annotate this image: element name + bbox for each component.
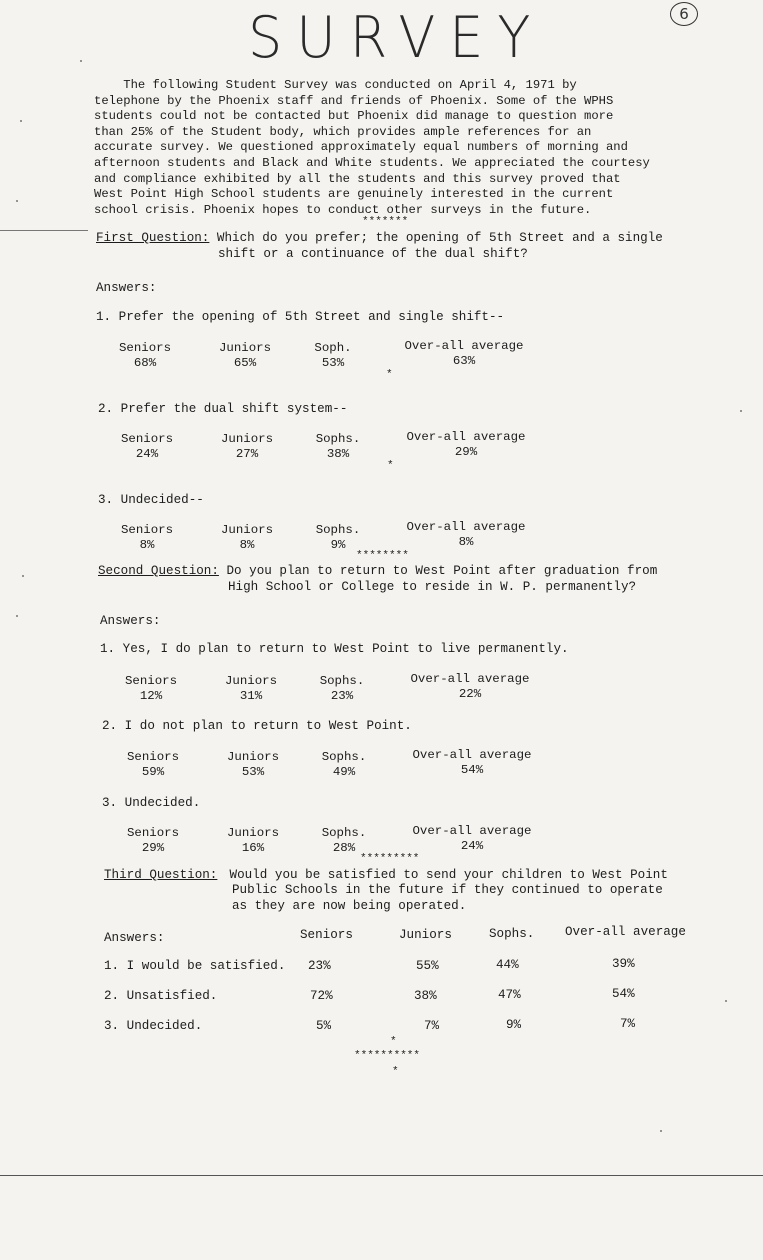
q1-text-line1: Which do you prefer; the opening of 5th Street and a single: [209, 231, 663, 245]
q3-text-line3: as they are now being operated.: [232, 899, 467, 913]
q2-label: Second Question:: [98, 564, 219, 578]
q3-label: Third Question:: [104, 868, 218, 882]
scan-speck: [16, 615, 18, 617]
q3-row-3-overall: 7%: [620, 1017, 636, 1031]
separator-star: *: [390, 1036, 397, 1048]
scan-speck: [740, 410, 742, 412]
page-number: 6: [670, 2, 698, 26]
separator-stars: **********: [354, 1050, 421, 1062]
q3-header-seniors: Seniors: [300, 928, 353, 942]
scan-speck: [80, 60, 82, 62]
scan-speck: [725, 1000, 727, 1002]
q1-g1-juniors: Juniors 65%: [218, 341, 272, 370]
q2-g1-seniors: Seniors 12%: [124, 674, 178, 703]
intro-line: afternoon students and Black and White students. We appreciated the courtesy: [94, 155, 650, 170]
q2-g2-overall: Over-all average 54%: [412, 748, 532, 777]
q1-g3-overall: Over-all average 8%: [406, 520, 526, 549]
q2-answers-label: Answers:: [100, 614, 161, 628]
q3-text-line2: Public Schools in the future if they continued to operate: [232, 883, 663, 897]
intro-line: and compliance exhibited by all the students and this survey proved that: [94, 171, 621, 186]
scan-speck: [660, 1130, 662, 1132]
separator-stars: *******: [362, 216, 409, 228]
q2-g3-sophs: Sophs. 28%: [321, 826, 367, 855]
scan-bottom-line: [0, 1175, 763, 1176]
scan-speck: [20, 120, 22, 122]
q3-row-1-sophs: 44%: [496, 958, 519, 972]
q1-g2-juniors: Juniors 27%: [220, 432, 274, 461]
separator-star: *: [386, 369, 393, 381]
q2-g2-seniors: Seniors 59%: [126, 750, 180, 779]
q3-row-2-seniors: 72%: [310, 989, 333, 1003]
q1-text-line2: shift or a continuance of the dual shift?: [218, 247, 528, 261]
q3-header-sophs: Sophs.: [489, 927, 535, 941]
q1-g1-seniors: Seniors 68%: [118, 341, 172, 370]
q1-option-3-title: 3. Undecided--: [98, 493, 204, 507]
intro-line: West Point High School students are genuinely interested in the current: [94, 187, 614, 202]
scan-speck: [22, 575, 24, 577]
q3-header-juniors: Juniors: [399, 928, 452, 942]
intro-paragraph: [94, 78, 694, 218]
intro-line: school crisis. Phoenix hopes to conduct other surveys in the future.: [94, 202, 592, 217]
q3-row-1-seniors: 23%: [308, 959, 331, 973]
q1-answers-label: Answers:: [96, 281, 157, 295]
q1-g2-sophs: Sophs. 38%: [315, 432, 361, 461]
q1-option-2-title: 2. Prefer the dual shift system--: [98, 402, 348, 416]
q3-text-line1: Would you be satisfied to send your children to West Point: [222, 868, 668, 882]
page-title: SURVEY: [248, 4, 545, 71]
q3-row-1-overall: 39%: [612, 957, 635, 971]
q2-g2-sophs: Sophs. 49%: [321, 750, 367, 779]
q3-row-1-juniors: 55%: [416, 959, 439, 973]
q1-option-1-title: 1. Prefer the opening of 5th Street and single shift--: [96, 310, 505, 324]
q2-g3-overall: Over-all average 24%: [412, 824, 532, 853]
q2-g3-juniors: Juniors 16%: [226, 826, 280, 855]
q1-g1-sophs: Soph. 53%: [314, 341, 352, 370]
separator-stars: ********: [356, 550, 409, 562]
q1-g2-overall: Over-all average 29%: [406, 430, 526, 459]
q3-row-2-label: 2. Unsatisfied.: [104, 989, 218, 1003]
q2-g1-overall: Over-all average 22%: [410, 672, 530, 701]
scan-edge-line: [0, 230, 88, 231]
q2-text-line1: Do you plan to return to West Point after graduation from: [218, 564, 658, 578]
q2-g2-juniors: Juniors 53%: [226, 750, 280, 779]
q3-row-2-juniors: 38%: [414, 989, 437, 1003]
q2-g3-seniors: Seniors 29%: [126, 826, 180, 855]
q3-row-3-juniors: 7%: [424, 1019, 440, 1033]
q2-option-3-title: 3. Undecided.: [102, 796, 201, 810]
q2-option-2-title: 2. I do not plan to return to West Point.: [102, 719, 412, 733]
q3-row-2-overall: 54%: [612, 987, 635, 1001]
q2-g1-sophs: Sophs. 23%: [319, 674, 365, 703]
q1-g2-seniors: Seniors 24%: [120, 432, 174, 461]
q2-option-1-title: 1. Yes, I do plan to return to West Point to live permanently.: [100, 642, 569, 656]
q1-g3-seniors: Seniors 8%: [120, 523, 174, 552]
separator-star: *: [392, 1066, 399, 1078]
q3-row-3-sophs: 9%: [506, 1018, 522, 1032]
q3-row-3-seniors: 5%: [316, 1019, 332, 1033]
q1-label: First Question:: [96, 231, 210, 245]
intro-line: The following Student Survey was conducted on April 4, 1971 by: [94, 78, 577, 92]
q1-g3-sophs: Sophs. 9%: [315, 523, 361, 552]
scan-speck: [16, 200, 18, 202]
q3-question: [104, 868, 217, 882]
q3-header-overall: Over-all average: [565, 925, 686, 939]
q1-g3-juniors: Juniors 8%: [220, 523, 274, 552]
q3-row-2-sophs: 47%: [498, 988, 521, 1002]
intro-line: than 25% of the Student body, which provides ample references for an: [94, 124, 592, 139]
separator-star: *: [387, 460, 394, 472]
separator-stars: *********: [360, 853, 420, 865]
q1-g1-overall: Over-all average 63%: [404, 339, 524, 368]
intro-line: accurate survey. We questioned approximately equal numbers of morning and: [94, 140, 628, 155]
q2-question: [98, 564, 657, 578]
intro-line: students could not be contacted but Phoenix did manage to question more: [94, 109, 614, 124]
q1-question: [96, 231, 663, 245]
q3-row-1-label: 1. I would be satisfied.: [104, 959, 286, 973]
q2-text-line2: High School or College to reside in W. P. permanently?: [228, 580, 637, 594]
q3-row-3-label: 3. Undecided.: [104, 1019, 203, 1033]
q3-answers-label: Answers:: [104, 931, 165, 945]
intro-line: telephone by the Phoenix staff and friends of Phoenix. Some of the WPHS: [94, 93, 614, 108]
q2-g1-juniors: Juniors 31%: [224, 674, 278, 703]
